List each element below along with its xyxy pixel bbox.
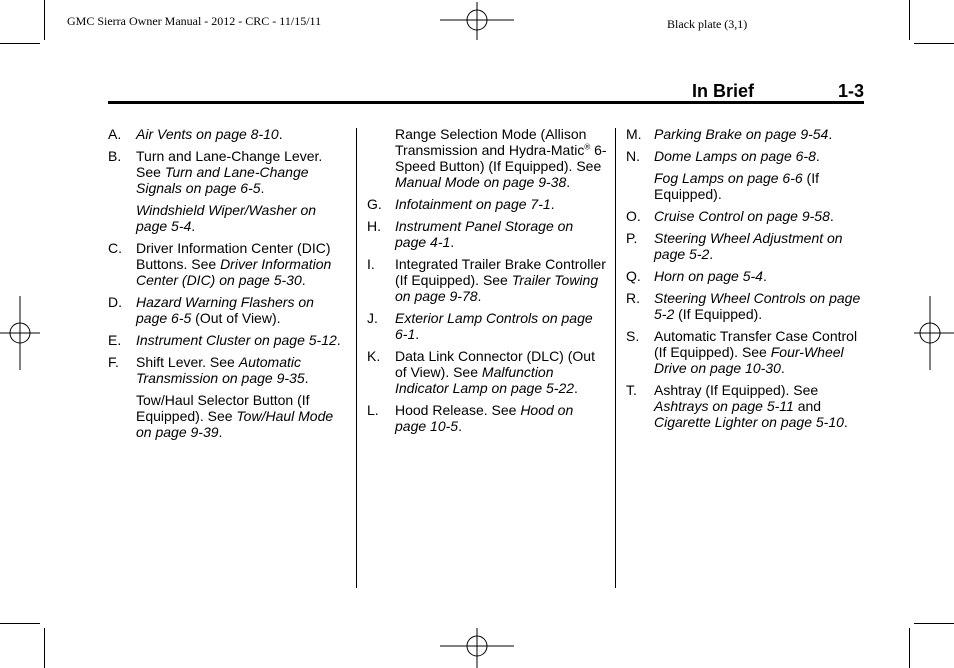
section-title: In Brief (691, 81, 754, 101)
item-text: . (278, 126, 283, 142)
item-letter: S. (626, 328, 640, 344)
list-item-i (367, 256, 607, 304)
cross-reference: Automatic Transmission on page 9-35 (136, 354, 305, 386)
cross-reference: Infotainment on page 7-1 (395, 196, 551, 212)
item-text: . (780, 360, 785, 376)
list-item-f-range-selection (367, 126, 607, 190)
item-text: (If Equipped). (674, 306, 763, 322)
cross-reference: Steering Wheel Adjustment on page 5-2 (654, 230, 843, 262)
cross-reference: Manual Mode on page 9-38 (395, 174, 567, 190)
item-letter: M. (626, 126, 642, 142)
item-letter: B. (108, 148, 122, 164)
item-text: 6-Speed Button) (If Equipped). See (395, 142, 607, 174)
cross-reference: Air Vents on page 8-10 (136, 126, 279, 142)
item-letter: D. (108, 294, 122, 310)
list-item-n-continued (626, 170, 866, 202)
item-text: (Out of View). (191, 310, 281, 326)
cross-reference: Cruise Control on page 9-58 (654, 208, 830, 224)
item-letter: E. (108, 332, 122, 348)
item-letter: H. (367, 218, 381, 234)
cross-reference: Hazard Warning Flashers on page 6-5 (136, 294, 314, 326)
cross-reference: Hood on page 10-5 (395, 402, 574, 434)
list-item-t (626, 382, 866, 430)
list-item-a (108, 126, 348, 142)
plate-header-right: Black plate (3,1) (667, 17, 748, 31)
item-text: . (762, 268, 767, 284)
item-letter: K. (367, 348, 381, 364)
item-text: . (829, 208, 834, 224)
item-text: . (336, 332, 341, 348)
item-text: Tow/Haul Selector Button (If Equipped). See (136, 392, 310, 424)
list-item-g (367, 196, 607, 212)
cross-reference: Tow/Haul Mode on page 9-39 (136, 408, 334, 440)
item-text: . (574, 380, 578, 396)
item-letter: Q. (626, 268, 641, 284)
item-text: . (566, 174, 571, 190)
item-text: . (415, 326, 420, 342)
item-text: and (793, 398, 822, 414)
list-item-b-continued (108, 202, 348, 234)
item-letter: N. (626, 148, 640, 164)
item-text: . (828, 126, 833, 142)
cross-reference: Four-Wheel Drive on page 10-30 (654, 344, 844, 376)
item-text: . (301, 272, 306, 288)
item-letter: G. (367, 196, 382, 212)
list-item-q (626, 268, 866, 284)
item-letter: F. (108, 354, 119, 370)
list-item-k (367, 348, 607, 396)
column-1 (108, 126, 348, 446)
cross-reference: Parking Brake on page 9-54 (654, 126, 829, 142)
item-letter: P. (626, 230, 638, 246)
registration-target-bottom (440, 628, 516, 668)
list-item-r (626, 290, 866, 322)
column-divider-2 (615, 128, 616, 588)
item-letter: L. (367, 402, 379, 418)
item-text: . (260, 180, 265, 196)
list-item-h (367, 218, 607, 250)
column-divider-1 (356, 128, 357, 588)
cross-reference: Instrument Cluster on page 5-12 (136, 332, 337, 348)
cross-reference: Exterior Lamp Controls on page 6-1 (395, 310, 593, 342)
item-text: . (191, 218, 196, 234)
item-text: . (815, 148, 820, 164)
list-item-f-continued (108, 392, 348, 440)
list-item-d (108, 294, 348, 326)
cross-reference: Ashtrays on page 5-11 (654, 398, 794, 414)
cross-reference: Windshield Wiper/Washer on page 5-4 (136, 202, 317, 234)
list-item-b (108, 148, 348, 196)
cross-reference: Steering Wheel Controls on page 5-2 (654, 290, 861, 322)
item-letter: R. (626, 290, 640, 306)
item-text: . (709, 246, 714, 262)
item-text: Automatic Transfer Case Control (If Equipped). See (654, 328, 858, 360)
cross-reference: Malfunction Indicator Lamp on page 5-22 (395, 364, 575, 396)
registration-target-top (440, 2, 516, 42)
list-item-p (626, 230, 866, 262)
registration-target-left (0, 296, 40, 372)
cross-reference: Trailer Towing on page 9-78 (395, 272, 599, 304)
item-text: Ashtray (If Equipped). See (654, 382, 819, 398)
header-rule (108, 101, 864, 104)
list-item-f (108, 354, 348, 386)
item-text: . (458, 418, 462, 434)
list-item-l (367, 402, 607, 434)
cross-reference: Instrument Panel Storage on page 4-1 (395, 218, 574, 250)
item-text: Hood Release. See (395, 402, 521, 418)
list-item-o (626, 208, 866, 224)
cross-reference: Fog Lamps on page 6-6 (654, 170, 803, 186)
item-letter: A. (108, 126, 122, 142)
item-text: . (550, 196, 555, 212)
list-item-n (626, 148, 866, 164)
item-text: Turn and Lane-Change Lever. See (136, 148, 323, 180)
cross-reference: Turn and Lane-Change Signals on page 6-5 (136, 164, 309, 196)
item-letter: J. (367, 310, 378, 326)
item-text: Shift Lever. See (136, 354, 239, 370)
registration-target-right (914, 296, 954, 372)
list-item-m (626, 126, 866, 142)
item-text: . (218, 424, 223, 440)
cross-reference: Horn on page 5-4 (654, 268, 763, 284)
column-2 (367, 126, 607, 440)
cross-reference: Cigarette Lighter on page 5-10 (654, 414, 844, 430)
item-text: . (450, 234, 455, 250)
list-item-e (108, 332, 348, 348)
item-text: (If Equipped). (654, 170, 819, 202)
item-text: Driver Information Center (DIC) Buttons. See (136, 240, 331, 272)
item-letter: I. (367, 256, 375, 272)
item-text: . (304, 370, 309, 386)
list-item-c (108, 240, 348, 288)
column-3 (626, 126, 866, 436)
item-text: . (477, 288, 482, 304)
list-item-j (367, 310, 607, 342)
registered-mark: ® (584, 142, 591, 152)
item-letter: T. (626, 382, 637, 398)
cross-reference: Dome Lamps on page 6-8 (654, 148, 816, 164)
item-text: Integrated Trailer Brake Controller (If Equipped). See (395, 256, 606, 288)
item-text: Data Link Connector (DLC) (Out of View). See (395, 348, 595, 380)
item-letter: C. (108, 240, 122, 256)
item-letter: O. (626, 208, 641, 224)
item-text: . (843, 414, 848, 430)
cross-reference: Driver Information Center (DIC) on page 5-30 (136, 256, 332, 288)
page-number: 1-3 (837, 81, 864, 101)
list-item-s (626, 328, 866, 376)
item-text: Range Selection Mode (Allison Transmission and Hydra-Matic (395, 126, 587, 158)
plate-header-left: GMC Sierra Owner Manual - 2012 - CRC - 11/15/11 (67, 14, 322, 28)
